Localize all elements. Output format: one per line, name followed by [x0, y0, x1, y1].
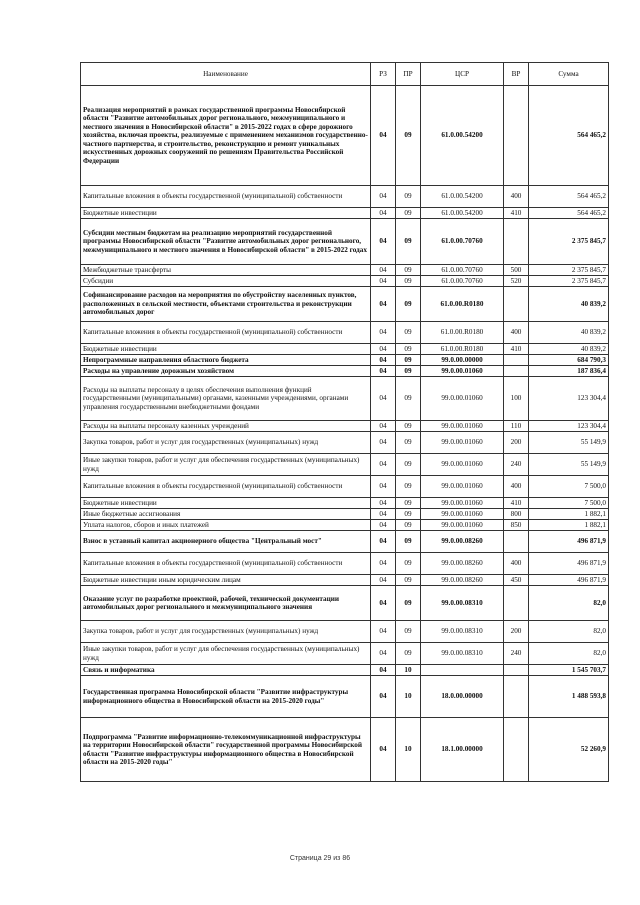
cell-pr: 09	[396, 86, 421, 186]
cell-csr: 61.0.00.R0180	[421, 287, 504, 322]
cell-name: Бюджетные инвестиции	[81, 498, 371, 509]
cell-rz: 04	[371, 454, 396, 476]
page-number: Страница 29 из 86	[289, 855, 351, 862]
cell-name: Иные закупки товаров, работ и услуг для обеспечения государственных (муниципальных) нужд	[81, 454, 371, 476]
cell-name: Расходы на выплаты персоналу в целях обеспечения выполнения функций государственными (муниципальными) органами, казенными учреждениями, органами управления государственными внебюджетными фондами	[81, 377, 371, 421]
cell-sum: 684 790,3	[529, 355, 609, 366]
cell-csr: 61.0.00.R0180	[421, 344, 504, 355]
cell-name: Бюджетные инвестиции	[81, 208, 371, 219]
col-header-name: Наименование	[81, 63, 371, 86]
cell-csr: 61.0.00.70760	[421, 265, 504, 276]
table-row	[81, 665, 609, 676]
cell-vr: 240	[504, 643, 529, 665]
table-row	[81, 377, 609, 421]
cell-name: Капитальные вложения в объекты государственной (муниципальной) собственности	[81, 553, 371, 575]
cell-csr: 61.0.00.70760	[421, 219, 504, 265]
cell-csr: 61.0.00.70760	[421, 276, 504, 287]
cell-csr: 99.0.00.08260	[421, 553, 504, 575]
cell-name: Закупка товаров, работ и услуг для государственных (муниципальных) нужд	[81, 621, 371, 643]
cell-rz: 04	[371, 643, 396, 665]
table-row	[81, 454, 609, 476]
cell-sum: 7 500,0	[529, 498, 609, 509]
cell-sum: 187 836,4	[529, 366, 609, 377]
cell-csr: 99.0.00.08310	[421, 643, 504, 665]
cell-vr	[504, 718, 529, 782]
cell-name: Иные закупки товаров, работ и услуг для обеспечения государственных (муниципальных) нужд	[81, 643, 371, 665]
col-header-csr: ЦСР	[421, 63, 504, 86]
cell-rz: 04	[371, 421, 396, 432]
cell-pr: 09	[396, 553, 421, 575]
cell-rz: 04	[371, 553, 396, 575]
cell-pr: 10	[396, 718, 421, 782]
cell-pr: 09	[396, 531, 421, 553]
table-body	[81, 86, 609, 782]
cell-pr: 09	[396, 265, 421, 276]
cell-csr: 99.0.00.01060	[421, 520, 504, 531]
cell-name: Бюджетные инвестиции иным юридическим лицам	[81, 575, 371, 586]
table-row	[81, 355, 609, 366]
cell-vr	[504, 676, 529, 718]
cell-csr: 61.0.00.R0180	[421, 322, 504, 344]
cell-vr: 410	[504, 344, 529, 355]
cell-sum: 2 375 845,7	[529, 276, 609, 287]
cell-sum: 52 260,9	[529, 718, 609, 782]
cell-rz: 04	[371, 509, 396, 520]
cell-rz: 04	[371, 476, 396, 498]
cell-pr: 09	[396, 520, 421, 531]
table-row	[81, 520, 609, 531]
cell-pr: 09	[396, 276, 421, 287]
cell-rz: 04	[371, 718, 396, 782]
cell-vr	[504, 586, 529, 621]
cell-pr: 09	[396, 421, 421, 432]
cell-csr	[421, 665, 504, 676]
cell-name: Реализация мероприятий в рамках государственной программы Новосибирской области "Развитие автомобильных дорог регионального, межмуниципального и местного значения в Новосибирской области" в 2015-2022 годах в сфере дорожного хозяйства, включая проекты, реализуемые с применением механизмов государственно-частного партнерства, и строительство, реконструкцию и ремонт уникальных искусственных дорожных сооружений по решениям Правительства Российской Федерации	[81, 86, 371, 186]
cell-pr: 09	[396, 509, 421, 520]
cell-name: Уплата налогов, сборов и иных платежей	[81, 520, 371, 531]
col-header-rz: РЗ	[371, 63, 396, 86]
cell-vr: 410	[504, 498, 529, 509]
cell-csr: 99.0.00.08310	[421, 621, 504, 643]
cell-sum: 7 500,0	[529, 476, 609, 498]
cell-csr: 99.0.00.01060	[421, 454, 504, 476]
cell-pr: 09	[396, 575, 421, 586]
cell-pr: 09	[396, 287, 421, 322]
cell-name: Расходы на управление дорожным хозяйством	[81, 366, 371, 377]
cell-csr: 61.0.00.54200	[421, 86, 504, 186]
cell-rz: 04	[371, 621, 396, 643]
cell-rz: 04	[371, 366, 396, 377]
cell-rz: 04	[371, 276, 396, 287]
cell-sum: 2 375 845,7	[529, 219, 609, 265]
cell-rz: 04	[371, 520, 396, 531]
table-row	[81, 476, 609, 498]
cell-vr	[504, 287, 529, 322]
table-row	[81, 265, 609, 276]
cell-csr: 99.0.00.01060	[421, 421, 504, 432]
cell-csr: 99.0.00.01060	[421, 476, 504, 498]
cell-csr: 99.0.00.08260	[421, 531, 504, 553]
table-row	[81, 344, 609, 355]
cell-name: Закупка товаров, работ и услуг для государственных (муниципальных) нужд	[81, 432, 371, 454]
cell-sum: 123 304,4	[529, 377, 609, 421]
cell-rz: 04	[371, 498, 396, 509]
cell-csr: 61.0.00.54200	[421, 186, 504, 208]
table-row	[81, 509, 609, 520]
cell-vr: 500	[504, 265, 529, 276]
cell-rz: 04	[371, 86, 396, 186]
cell-pr: 09	[396, 476, 421, 498]
cell-vr: 200	[504, 432, 529, 454]
cell-csr: 18.1.00.00000	[421, 718, 504, 782]
cell-sum: 123 304,4	[529, 421, 609, 432]
table-row	[81, 553, 609, 575]
cell-sum: 82,0	[529, 586, 609, 621]
cell-sum: 55 149,9	[529, 454, 609, 476]
cell-sum: 496 871,9	[529, 553, 609, 575]
table-row	[81, 586, 609, 621]
table-row	[81, 575, 609, 586]
cell-name: Межбюджетные трансферты	[81, 265, 371, 276]
cell-name: Расходы на выплаты персоналу казенных учреждений	[81, 421, 371, 432]
cell-pr: 09	[396, 586, 421, 621]
cell-rz: 04	[371, 432, 396, 454]
table-row	[81, 208, 609, 219]
cell-vr	[504, 86, 529, 186]
cell-pr: 09	[396, 643, 421, 665]
col-header-vr: ВР	[504, 63, 529, 86]
cell-rz: 04	[371, 531, 396, 553]
cell-vr: 850	[504, 520, 529, 531]
cell-vr: 400	[504, 553, 529, 575]
cell-vr: 800	[504, 509, 529, 520]
budget-table	[80, 62, 609, 782]
cell-vr	[504, 219, 529, 265]
cell-sum: 40 839,2	[529, 344, 609, 355]
col-header-sum: Сумма	[529, 63, 609, 86]
table-row	[81, 531, 609, 553]
cell-sum: 1 545 703,7	[529, 665, 609, 676]
cell-name: Софинансирование расходов на мероприятия по обустройству населенных пунктов, расположенных в сельской местности, объектами строительства и реконструкции автомобильных дорог	[81, 287, 371, 322]
cell-name: Взнос в уставный капитал акционерного общества "Центральный мост"	[81, 531, 371, 553]
table-row	[81, 287, 609, 322]
cell-name: Субсидии местным бюджетам на реализацию мероприятий государственной программы Новосибирской области "Развитие автомобильных дорог регионального, межмуниципального и местного значения в Новосибирской области" в 2015-2022 годах	[81, 219, 371, 265]
cell-sum: 1 488 593,8	[529, 676, 609, 718]
cell-vr	[504, 355, 529, 366]
cell-vr	[504, 366, 529, 377]
cell-name: Связь и информатика	[81, 665, 371, 676]
cell-sum: 82,0	[529, 643, 609, 665]
table-row	[81, 421, 609, 432]
cell-pr: 09	[396, 498, 421, 509]
cell-vr: 100	[504, 377, 529, 421]
cell-pr: 09	[396, 454, 421, 476]
cell-sum: 82,0	[529, 621, 609, 643]
cell-sum: 564 465,2	[529, 86, 609, 186]
table-row	[81, 676, 609, 718]
cell-name: Подпрограмма "Развитие информационно-телекоммуникационной инфраструктуры на территории Новосибирской области" государственной программы Новосибирской области "Развитие инфраструктуры информационного общества в Новосибирской области на 2015-2020 годы"	[81, 718, 371, 782]
table-row	[81, 643, 609, 665]
cell-vr: 400	[504, 322, 529, 344]
cell-rz: 04	[371, 287, 396, 322]
cell-pr: 09	[396, 344, 421, 355]
cell-csr: 99.0.00.01060	[421, 498, 504, 509]
cell-pr: 09	[396, 322, 421, 344]
cell-vr: 520	[504, 276, 529, 287]
cell-vr	[504, 531, 529, 553]
cell-rz: 04	[371, 355, 396, 366]
cell-name: Бюджетные инвестиции	[81, 344, 371, 355]
cell-csr: 99.0.00.08310	[421, 586, 504, 621]
cell-sum: 1 882,1	[529, 520, 609, 531]
cell-sum: 40 839,2	[529, 287, 609, 322]
cell-csr: 99.0.00.01060	[421, 377, 504, 421]
cell-pr: 09	[396, 621, 421, 643]
cell-sum: 2 375 845,7	[529, 265, 609, 276]
cell-pr: 10	[396, 676, 421, 718]
cell-pr: 10	[396, 665, 421, 676]
cell-csr: 99.0.00.00000	[421, 355, 504, 366]
cell-rz: 04	[371, 575, 396, 586]
table-row	[81, 276, 609, 287]
cell-name: Государственная программа Новосибирской области "Развитие инфраструктуры информационного общества в Новосибирской области на 2015-2020 годы"	[81, 676, 371, 718]
cell-vr: 200	[504, 621, 529, 643]
cell-vr: 400	[504, 476, 529, 498]
cell-pr: 09	[396, 366, 421, 377]
cell-csr: 99.0.00.08260	[421, 575, 504, 586]
cell-name: Иные бюджетные ассигнования	[81, 509, 371, 520]
table-row	[81, 432, 609, 454]
cell-rz: 04	[371, 265, 396, 276]
cell-csr: 99.0.00.01060	[421, 432, 504, 454]
cell-name: Непрограммные направления областного бюджета	[81, 355, 371, 366]
cell-vr: 410	[504, 208, 529, 219]
cell-rz: 04	[371, 665, 396, 676]
cell-pr: 09	[396, 219, 421, 265]
table-row	[81, 322, 609, 344]
cell-rz: 04	[371, 344, 396, 355]
cell-csr: 18.0.00.00000	[421, 676, 504, 718]
cell-pr: 09	[396, 355, 421, 366]
cell-pr: 09	[396, 377, 421, 421]
cell-csr: 61.0.00.54200	[421, 208, 504, 219]
cell-rz: 04	[371, 676, 396, 718]
col-header-pr: ПР	[396, 63, 421, 86]
cell-csr: 99.0.00.01060	[421, 509, 504, 520]
cell-rz: 04	[371, 322, 396, 344]
cell-rz: 04	[371, 219, 396, 265]
cell-sum: 496 871,9	[529, 575, 609, 586]
cell-sum: 1 882,1	[529, 509, 609, 520]
cell-rz: 04	[371, 186, 396, 208]
cell-name: Оказание услуг по разработке проектной, рабочей, технической документации автомобильных дорог регионального и межмуниципального значения	[81, 586, 371, 621]
cell-vr: 450	[504, 575, 529, 586]
cell-name: Капитальные вложения в объекты государственной (муниципальной) собственности	[81, 186, 371, 208]
cell-vr: 400	[504, 186, 529, 208]
cell-pr: 09	[396, 432, 421, 454]
table-row	[81, 621, 609, 643]
table-header-row	[81, 63, 609, 86]
cell-vr	[504, 665, 529, 676]
cell-name: Капитальные вложения в объекты государственной (муниципальной) собственности	[81, 322, 371, 344]
table-row	[81, 186, 609, 208]
cell-pr: 09	[396, 208, 421, 219]
table-row	[81, 86, 609, 186]
cell-sum: 564 465,2	[529, 208, 609, 219]
table-row	[81, 498, 609, 509]
cell-sum: 564 465,2	[529, 186, 609, 208]
cell-rz: 04	[371, 586, 396, 621]
table-row	[81, 366, 609, 377]
table-row	[81, 718, 609, 782]
cell-vr: 240	[504, 454, 529, 476]
cell-name: Капитальные вложения в объекты государственной (муниципальной) собственности	[81, 476, 371, 498]
cell-pr: 09	[396, 186, 421, 208]
cell-csr: 99.0.00.01060	[421, 366, 504, 377]
table-row	[81, 219, 609, 265]
cell-name: Субсидии	[81, 276, 371, 287]
cell-sum: 55 149,9	[529, 432, 609, 454]
cell-vr: 110	[504, 421, 529, 432]
cell-rz: 04	[371, 377, 396, 421]
cell-sum: 40 839,2	[529, 322, 609, 344]
cell-rz: 04	[371, 208, 396, 219]
cell-sum: 496 871,9	[529, 531, 609, 553]
